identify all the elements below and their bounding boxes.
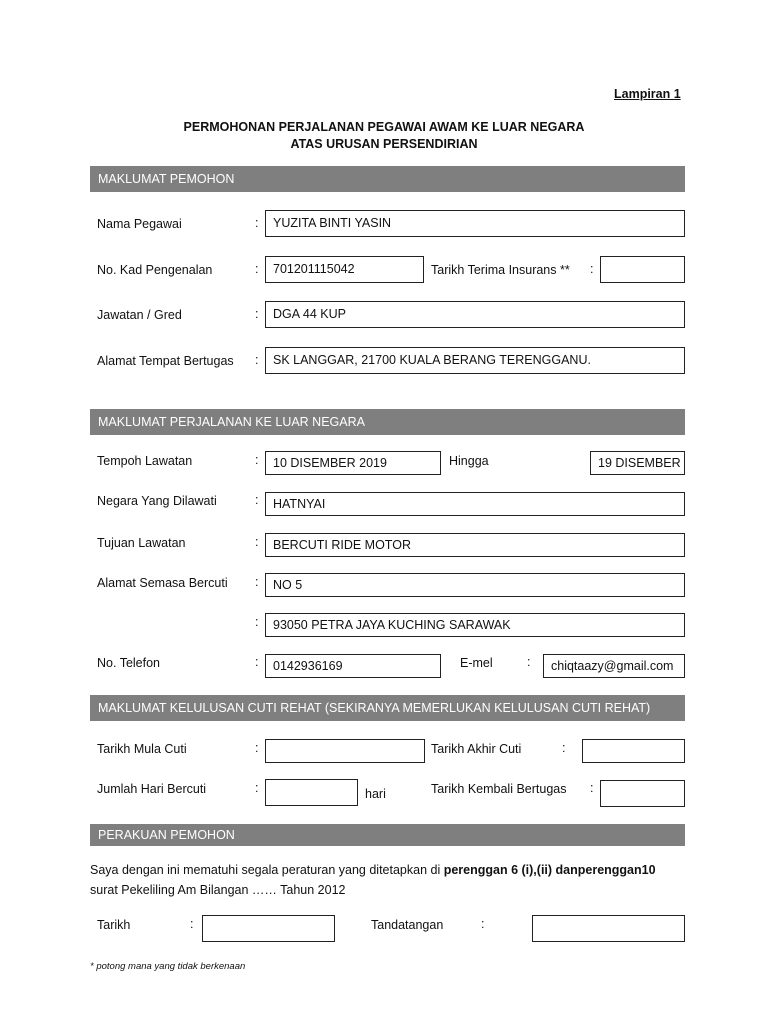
email-label: E-mel: [460, 656, 493, 670]
section-heading-cuti: MAKLUMAT KELULUSAN CUTI REHAT (SEKIRANYA MEMERLUKAN KELULUSAN CUTI REHAT): [90, 695, 685, 721]
kad-field[interactable]: 701201115042: [265, 256, 424, 283]
email-field[interactable]: chiqtaazy@gmail.com: [543, 654, 685, 678]
insurans-field[interactable]: [600, 256, 685, 283]
colon: :: [255, 535, 259, 549]
tandatangan-label: Tandatangan: [371, 918, 444, 932]
kembali-bertugas-label: Tarikh Kembali Bertugas: [431, 782, 567, 796]
jawatan-label: Jawatan / Gred: [97, 308, 182, 322]
nama-field[interactable]: YUZITA BINTI YASIN: [265, 210, 685, 237]
negara-label: Negara Yang Dilawati: [97, 494, 217, 508]
colon: :: [255, 353, 259, 367]
section-heading-perakuan: PERAKUAN PEMOHON: [90, 824, 685, 846]
alamat-bercuti-line1-field[interactable]: NO 5: [265, 573, 685, 597]
section-heading-perjalanan: MAKLUMAT PERJALANAN KE LUAR NEGARA: [90, 409, 685, 435]
colon: :: [255, 655, 259, 669]
lampiran-label: Lampiran 1: [614, 87, 681, 101]
colon: :: [255, 493, 259, 507]
tujuan-field[interactable]: BERCUTI RIDE MOTOR: [265, 533, 685, 557]
colon: :: [255, 615, 259, 629]
nama-label: Nama Pegawai: [97, 217, 182, 231]
tujuan-label: Tujuan Lawatan: [97, 536, 186, 550]
jawatan-field[interactable]: DGA 44 KUP: [265, 301, 685, 328]
colon: :: [590, 781, 594, 795]
alamat-bercuti-line2-field[interactable]: 93050 PETRA JAYA KUCHING SARAWAK: [265, 613, 685, 637]
alamat-bertugas-label: Alamat Tempat Bertugas: [97, 354, 234, 368]
tempoh-label: Tempoh Lawatan: [97, 454, 193, 468]
declaration-bold: perenggan 6 (i),(ii) danperenggan10: [443, 863, 656, 877]
kad-label: No. Kad Pengenalan: [97, 263, 213, 277]
alamat-bertugas-field[interactable]: SK LANGGAR, 21700 KUALA BERANG TERENGGANU.: [265, 347, 685, 374]
colon: :: [562, 741, 566, 755]
colon: :: [255, 781, 259, 795]
declaration-line2: surat Pekeliling Am Bilangan …… Tahun 2012: [90, 883, 346, 897]
colon: :: [255, 216, 259, 230]
form-title-line1: PERMOHONAN PERJALANAN PEGAWAI AWAM KE LUAR NEGARA: [183, 120, 585, 134]
colon: :: [255, 741, 259, 755]
tempoh-from-field[interactable]: 10 DISEMBER 2019: [265, 451, 441, 475]
hari-label: hari: [365, 787, 386, 801]
telefon-field[interactable]: 0142936169: [265, 654, 441, 678]
form-title-line2: ATAS URUSAN PERSENDIRIAN: [290, 137, 478, 151]
section-heading-pemohon: MAKLUMAT PEMOHON: [90, 166, 685, 192]
hingga-label: Hingga: [449, 454, 489, 468]
kembali-bertugas-field[interactable]: [600, 780, 685, 807]
akhir-cuti-field[interactable]: [582, 739, 685, 763]
colon: :: [255, 262, 259, 276]
insurans-label: Tarikh Terima Insurans **: [431, 263, 570, 277]
colon: :: [590, 262, 594, 276]
tandatangan-field[interactable]: [532, 915, 685, 942]
telefon-label: No. Telefon: [97, 656, 161, 670]
negara-field[interactable]: HATNYAI: [265, 492, 685, 516]
jumlah-hari-label: Jumlah Hari Bercuti: [97, 782, 207, 796]
mula-cuti-label: Tarikh Mula Cuti: [97, 742, 187, 756]
colon: :: [527, 655, 531, 669]
colon: :: [190, 917, 194, 931]
colon: :: [255, 307, 259, 321]
jumlah-hari-field[interactable]: [265, 779, 358, 806]
colon: :: [255, 453, 259, 467]
declaration-text: Saya dengan ini mematuhi segala peraturan yang ditetapkan di: [90, 863, 444, 877]
colon: :: [481, 917, 485, 931]
alamat-bercuti-label: Alamat Semasa Bercuti: [97, 576, 228, 590]
akhir-cuti-label: Tarikh Akhir Cuti: [431, 742, 522, 756]
tempoh-to-field[interactable]: 19 DISEMBER: [590, 451, 685, 475]
declaration-line1: [90, 863, 656, 877]
tarikh-label: Tarikh: [97, 918, 131, 932]
footnote: * potong mana yang tidak berkenaan: [90, 961, 246, 972]
colon: :: [255, 575, 259, 589]
tarikh-field[interactable]: [202, 915, 335, 942]
mula-cuti-field[interactable]: [265, 739, 425, 763]
